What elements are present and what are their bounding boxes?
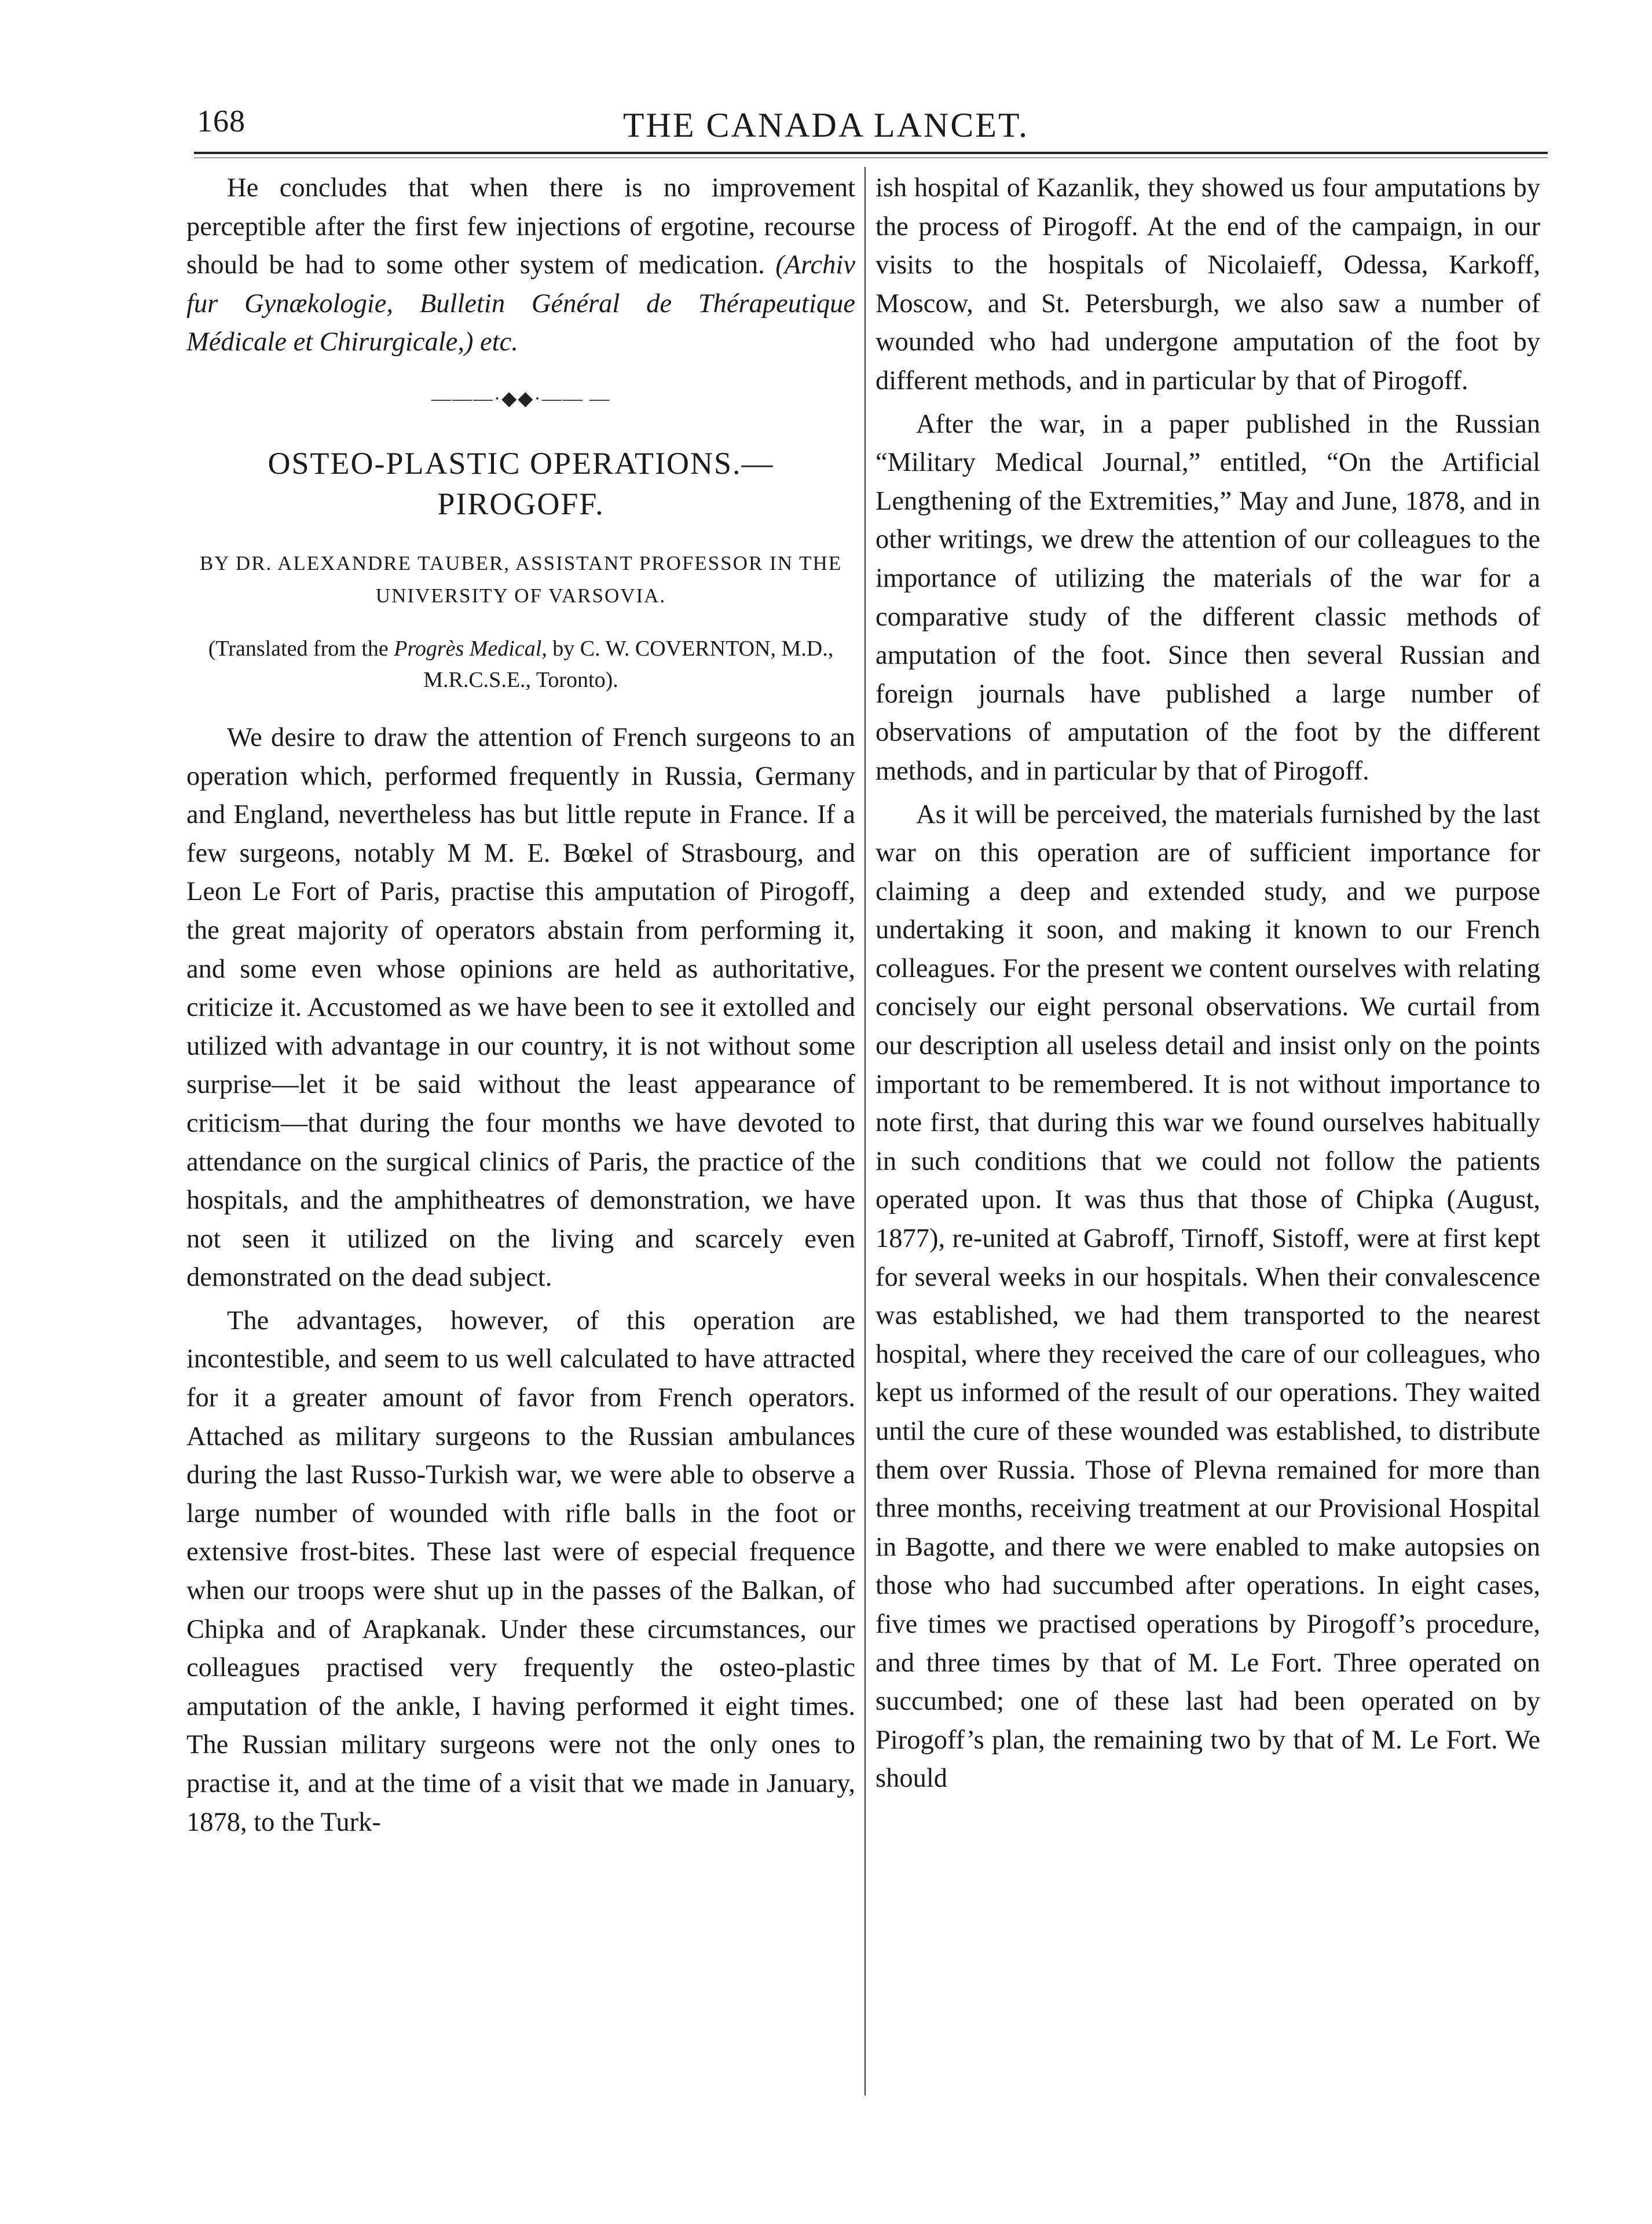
byline: BY DR. ALEXANDRE TAUBER, ASSISTANT PROFESSOR IN THE UNIVERSITY OF VARSOVIA. [199, 551, 843, 607]
article-title: OSTEO-PLASTIC OPERATIONS.—PIROGOFF. [268, 445, 774, 521]
column-divider [865, 167, 866, 2095]
header-rule [194, 152, 1548, 158]
translation-note [198, 633, 844, 696]
intro-paragraph [186, 169, 855, 362]
section-ornament: ———·◆◆·—— — [431, 387, 611, 409]
paragraph-3: After the war, in a paper published in the Russian “Military Medical Journal,” entitled, “On the Artificial Lengthening of the Extremities,” May and June, 1878, and in other writings, we drew the attention of our colleagues to the importance of utilizing the materials of the war for a comparative study of the different classic methods of amputation of the foot. Since then several Russian and foreign journals have published a large number of observations of amputation of the foot by the different methods, and in particular by that of Pirogoff. [876, 409, 1540, 786]
translation-suffix: by C. W. COVERNTON, M.D., M.R.C.S.E., Toronto). [423, 636, 834, 692]
page-number: 168 [197, 104, 246, 138]
paragraph-4: As it will be perceived, the materials furnished by the last war on this operation are of sufficient importance for claiming a deep and extended study, and we purpose undertaking it soon, and making it known to our French colleagues. For the present we content ourselves with relating concisely our eight personal observations. We curtail from our description all useless detail and insist only on the points important to be remembered. It is not without importance to note first, that during this war we found ourselves habitually in such conditions that we could not follow the patients operated upon. It was thus that those of Chipka (August, 1877), re-united at Gabroff, Tirnoff, Sistoff, were at first kept for several weeks in our hospitals. When their convalescence was established, we had them transported to the nearest hospital, where they received the care of our colleagues, who kept us informed of the result of our operations. They waited until the cure of these wounded was established, to distribute them over Russia. Those of Plevna remained for more than three months, receiving treatment at our Provisional Hospital in Bagotte, and there we were enabled to make autopsies on those who had succumbed after operations. In eight cases, five times we practised operations by Pirogoff’s procedure, and three times by that of M. Le Fort. Three operated on succumbed; one of these last had been operated on by Pirogoff’s plan, the remaining two by that of M. Le Fort. We should [876, 799, 1540, 1794]
paragraph-continued: ish hospital of Kazanlik, they showed us four amputations by the process of Pirogoff. At the end of the campaign, in our visits to the hospitals of Nicolaieff, Odessa, Karkoff, Moscow, and St. Petersburgh, we also saw a number of wounded who had undergone amputation of the foot by different methods, and in particular by that of Pirogoff. [876, 173, 1540, 396]
intro-text: He concludes that when there is no improvement perceptible after the first few injections of ergotine, recourse should be had to some other system of medication. [186, 173, 855, 280]
translation-prefix: (Translated from the [208, 636, 389, 661]
translation-source: Progrès Medical, [394, 636, 547, 661]
right-column [876, 169, 1540, 2098]
left-column [186, 169, 855, 2098]
intro-citation: (Archiv fur Gynækologie, Bulletin Général de Thérapeutique Médicale et Chirurgicale,) etc. [186, 250, 855, 357]
paragraph-1: We desire to draw the attention of French surgeons to an operation which, performed frequently in Russia, Germany and England, nevertheless has but little repute in France. If a few surgeons, notably M M. E. Bœkel of Strasbourg, and Leon Le Fort of Paris, practise this amputation of Pirogoff, the great majority of operators abstain from performing it, and some even whose opinions are held as authoritative, criticize it. Accustomed as we have been to see it extolled and utilized with advantage in our country, it is not without some surprise—let it be said without the least appearance of criticism—that during the four months we have devoted to attendance on the surgical clinics of Paris, the practice of the hospitals, and the amphitheatres of demonstration, we have not seen it utilized on the living and scarcely even demonstrated on the dead subject. [186, 722, 855, 1293]
running-head: THE CANADA LANCET. [622, 106, 1030, 144]
paragraph-2: The advantages, however, of this operation are incontestible, and seem to us well calculated to have attracted for it a greater amount of favor from French operators. Attached as military surgeons to the Russian ambulances during the last Russo-Turkish war, we were able to observe a large number of wounded with rifle balls in the foot or extensive frost-bites. These last were of especial frequence when our troops were shut up in the passes of the Balkan, of Chipka and of Arapkanak. Under these circumstances, our colleagues practised very frequently the osteo-plastic amputation of the ankle, I having performed it eight times. The Russian military surgeons were not the only ones to practise it, and at the time of a visit that we made in January, 1878, to the Turk- [186, 1305, 855, 1837]
